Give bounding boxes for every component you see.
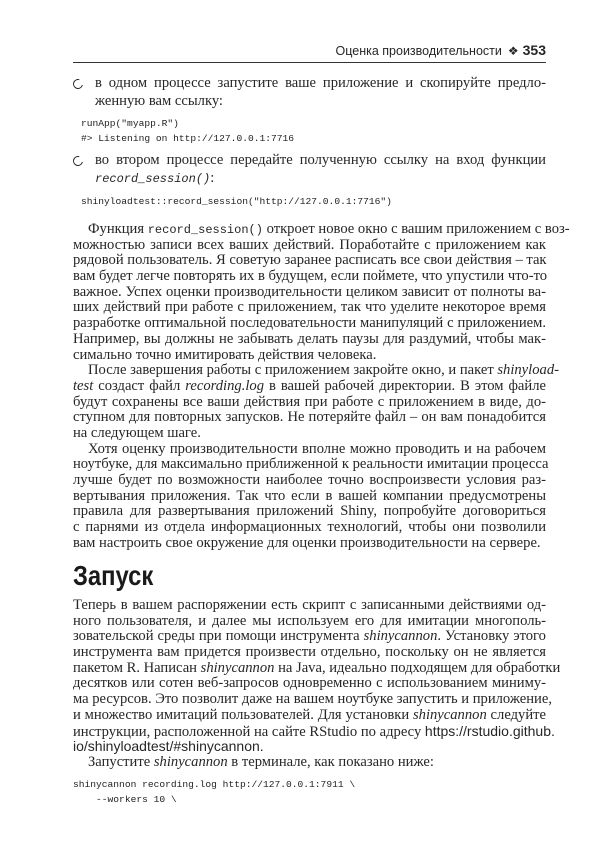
text-run: создаст файл <box>93 377 186 394</box>
text-run: ма ресурсов. Это позволит даже на вашем ноутбуке запустить и приложение, <box>73 691 552 708</box>
text-run: инструкции, расположенной на сайте RStudio по адресу <box>73 723 425 740</box>
bullet-item <box>73 152 546 187</box>
text-run: Например, вы должны не забывать делать паузы для раздумий, чтобы мак- <box>73 330 546 347</box>
inline-term: shinycannon <box>153 753 228 770</box>
text-line <box>73 456 549 473</box>
text-line <box>73 221 570 238</box>
text-line <box>73 676 546 692</box>
text-line <box>73 362 559 379</box>
text-line <box>73 410 546 426</box>
text-run: на Java, идеально подходящем для обработки <box>274 659 561 676</box>
code-line: runApp("myapp.R") <box>81 118 179 129</box>
text-run: Хотя оценку производительности вполне можно проводить и на рабочем <box>88 440 546 457</box>
text-run: вертывания приложения. Так что если в вашей компании предусмотрены <box>73 487 546 504</box>
code-line: #> Listening on http://127.0.0.1:7716 <box>81 133 295 144</box>
text-line <box>73 739 546 755</box>
inline-term: shinycannon <box>412 706 487 723</box>
section-body <box>73 597 561 807</box>
text-line <box>73 691 552 708</box>
text-run: с парнями из отдела информационных технологий, чтобы они позволили <box>73 519 546 536</box>
text-line <box>73 659 561 677</box>
text-run: После завершения работы с приложением закройте окно, и пакет <box>88 362 498 379</box>
ornament-icon: ❖ <box>507 44 519 58</box>
paragraph <box>73 440 549 552</box>
text-line <box>73 442 546 458</box>
bullet-text <box>95 152 546 187</box>
text-line <box>73 645 546 661</box>
paragraph <box>73 221 570 363</box>
text-run: зовательской среды при помощи инструмента <box>73 628 364 645</box>
text-line <box>73 489 546 505</box>
text-line <box>73 426 546 442</box>
url-text: https://rstudio.github. <box>424 722 555 739</box>
text-run: симально точно имитировать действия человека. <box>73 346 377 363</box>
header-title: Оценка производительности <box>335 44 502 58</box>
text-run: важное. Успех оценки производительности целиком зависит от полноты ва- <box>73 283 546 300</box>
text-run: ноутбуке, для максимально приближенной к реальности имитации процесса <box>73 456 549 473</box>
text-run: вам настроить свое окружение для оценки производительности на сервере. <box>73 534 541 551</box>
text-run: . Установку этого <box>437 628 546 645</box>
text-line <box>73 285 546 301</box>
inline-term: recording.log <box>185 377 265 394</box>
text-line <box>73 379 546 395</box>
text-run: Функция <box>88 221 148 237</box>
text-line <box>73 238 546 254</box>
page-number: 353 <box>522 42 546 58</box>
inline-term: shinycannon <box>200 659 275 676</box>
inline-term: test <box>73 377 94 394</box>
text-run: следуйте <box>486 706 546 723</box>
text-run: инструмента вам придется произвести отдельно, поскольку он не является <box>73 644 546 661</box>
inline-term: record_session() <box>147 223 263 237</box>
text-run: и множество имитаций пользователей. Для установки <box>73 706 413 723</box>
text-run: в одном процессе запустите ваше приложение и скопируйте предло- <box>95 75 546 91</box>
text-line <box>73 598 546 614</box>
text-run: разработке оптимальной последовательности манипуляций с приложением. <box>73 315 546 332</box>
text-line <box>73 536 546 552</box>
bullet-text <box>95 75 546 110</box>
text-run: ших действий при работе с приложением, так что уделите некоторое время <box>73 299 546 316</box>
text-run: в терминале, как показано ниже: <box>227 753 434 770</box>
text-run: на следующем шаге. <box>73 424 201 441</box>
text-line <box>73 722 555 740</box>
text-line <box>73 348 546 364</box>
text-line <box>73 755 546 771</box>
text-line <box>95 170 546 188</box>
text-run: пакетом R. Написан <box>73 659 201 676</box>
text-line <box>73 316 546 332</box>
text-line <box>73 253 546 269</box>
text-run: Запустите <box>88 753 154 770</box>
text-run: будут сохранены все ваши действия при работе с приложением в виде, до- <box>73 393 546 410</box>
text-run: Теперь в вашем распоряжении есть скрипт с записанными действиями од- <box>73 597 546 613</box>
text-line <box>73 708 546 724</box>
text-run: во втором процессе передайте полученную ссылку на вход функции <box>95 152 546 168</box>
text-run: женную вам ссылку: <box>95 92 223 109</box>
code-block <box>81 194 392 209</box>
text-line <box>73 332 546 348</box>
code-block <box>81 116 294 146</box>
code-line: shinycannon recording.log http://127.0.0.1:7911 \ <box>73 778 356 790</box>
inline-term: shinycannon <box>363 628 438 645</box>
text-line <box>73 300 546 316</box>
text-line <box>73 629 546 645</box>
text-line <box>73 395 546 411</box>
text-line <box>73 614 546 630</box>
paragraph <box>73 755 546 771</box>
code-block <box>73 777 546 807</box>
text-line <box>73 520 546 536</box>
text-run: ступном для повторных запусков. Не потеряйте файл – он вам понадобится <box>73 409 546 426</box>
text-run: лучше будет по возможности наиболее точно воспроизвести условия раз- <box>73 472 546 488</box>
text-run: рядовой пользователь. Я советую заранее расписать все свои действия – так <box>73 252 547 269</box>
text-line <box>73 269 546 285</box>
text-line <box>95 75 546 93</box>
text-run: откроет новое окно с вашим приложением с воз- <box>262 221 570 237</box>
inline-term: shinyload- <box>497 362 559 379</box>
paragraph <box>73 362 559 441</box>
code-line: shinyloadtest::record_session("http://127.0.0.1:7716") <box>81 196 392 207</box>
bullet-icon <box>71 77 85 91</box>
text-run: ного пользователя, и далее мы используем его для имитации многополь- <box>73 612 546 629</box>
code-line: --workers 10 \ <box>73 793 177 805</box>
text-line <box>95 152 546 170</box>
text-run: десятков или сотен веб-запросов одновременно с использованием миниму- <box>73 675 546 692</box>
text-run: можностью записи всех ваших действий. Поработайте с приложением как <box>73 236 546 253</box>
text-run: : <box>210 169 215 186</box>
text-run: правила для развертывания приложений Shiny, попробуйте договориться <box>73 503 546 520</box>
paragraph <box>73 597 561 755</box>
text-line <box>73 504 546 520</box>
bullet-icon <box>71 154 85 168</box>
text-run: в вашей рабочей директории. В этом файле <box>264 377 546 394</box>
body-text <box>73 221 570 551</box>
url-text: io/shinyloadtest/#shinycannon. <box>73 738 264 755</box>
running-header <box>73 40 546 63</box>
bullet-item <box>73 75 546 110</box>
text-line <box>73 473 546 489</box>
text-line <box>95 93 546 111</box>
inline-term: record_session() <box>95 171 211 186</box>
text-run: вам будет легче повторять их в будущем, если поймете, что упустили что-то <box>73 268 548 285</box>
section-heading: Запуск <box>73 560 154 591</box>
